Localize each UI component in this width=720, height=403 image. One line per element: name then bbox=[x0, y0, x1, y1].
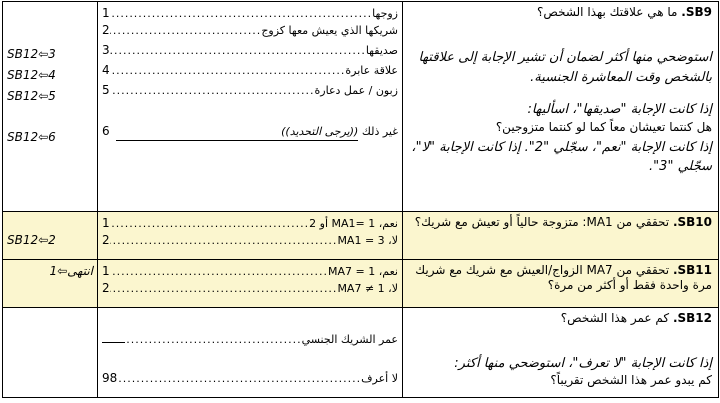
question-sb10: SB10. تحققي من MA1: متزوجة حالياً أو تعيش مع شريك؟ bbox=[403, 212, 719, 260]
skip-1 bbox=[7, 5, 93, 22]
row-sb10 bbox=[3, 212, 719, 260]
answers-sb9 bbox=[98, 2, 403, 212]
answer-option: علاقة عابرة ..... 4 bbox=[102, 62, 398, 79]
answer-option: لا، MA1 = 3 ..... 2 bbox=[102, 232, 398, 249]
skip-1 bbox=[7, 215, 93, 232]
question-sb11: SB11. تحققي من MA7 الزواج/العيش مع شريك مع شريك مرة واحدة فقط أو أكثر من مرة؟ bbox=[403, 260, 719, 308]
row-sb9 bbox=[3, 2, 719, 212]
skip-column bbox=[3, 212, 98, 260]
questionnaire-table bbox=[2, 1, 719, 398]
question-text: SB9. ما هي علاقتك بهذا الشخص؟ bbox=[537, 5, 712, 19]
answer-option-other: غير ذلك ((يرجى التحديد)) 6 bbox=[102, 123, 398, 141]
age-answer: عمر الشريك الجنسي ..... bbox=[102, 331, 398, 348]
answers-sb12 bbox=[98, 308, 403, 398]
skip-3: SB12⇦3 bbox=[7, 47, 56, 61]
question-sb12: SB12. كم عمر هذا الشخص؟ إذا كانت الإجابة "لا تعرف"، استوضحي منها أكثر: كم يبدو عمر هذا الشخص تقريباً؟ bbox=[403, 308, 719, 398]
answers-sb11 bbox=[98, 260, 403, 308]
age-input[interactable] bbox=[102, 332, 125, 343]
sub-question: هل كنتما تعيشان معاً كما لو كنتما متزوجين؟ bbox=[495, 120, 712, 134]
other-specify-field[interactable]: ((يرجى التحديد)) bbox=[116, 123, 359, 141]
question-sb9 bbox=[403, 2, 719, 212]
answer-option: لا، MA7 ≠ 1 ..... 2 bbox=[102, 280, 398, 297]
answer-option: نعم، MA1= 1 أو 2 ..... 1 bbox=[102, 215, 398, 232]
answer-option-dk: لا أعرف ..... 98 bbox=[102, 370, 398, 387]
instruction-2: إذا كانت الإجابة "صديقها"، اسأليها: bbox=[527, 102, 712, 117]
answer-option: صديقها ..... 3 bbox=[102, 42, 398, 59]
instruction-3: إذا كانت الإجابة "نعم"، سجّلي "2". إذا كانت الإجابة "لا"، سجّلي "3". bbox=[411, 140, 712, 174]
instruction-1: استوضحي منها أكثر لضمان أن تشير الإجابة إلى علاقتها بالشخص وقت المعاشرة الجنسية. bbox=[418, 50, 712, 85]
answer-option: زبون / عمل دعارة ..... 5 bbox=[102, 82, 398, 99]
skip-column bbox=[3, 260, 98, 308]
skip-6: SB12⇦6 bbox=[7, 130, 56, 144]
answer-option: نعم، MA7 = 1 ..... 1 bbox=[102, 263, 398, 280]
sub-question: كم يبدو عمر هذا الشخص تقريباً؟ bbox=[550, 373, 712, 387]
row-sb11 bbox=[3, 260, 719, 308]
skip-column bbox=[3, 308, 98, 398]
row-sb12 bbox=[3, 308, 719, 398]
answers-sb10 bbox=[98, 212, 403, 260]
skip-column bbox=[3, 2, 98, 212]
skip-2: SB12⇦2 bbox=[7, 233, 56, 247]
answer-option: شريكها الذي يعيش معها كزوج ..... 2 bbox=[102, 22, 398, 39]
skip-1: 1⇦انتهى bbox=[49, 264, 93, 278]
skip-4: SB12⇦4 bbox=[7, 68, 56, 82]
instruction: إذا كانت الإجابة "لا تعرف"، استوضحي منها أكثر: bbox=[454, 356, 712, 371]
answer-option: زوجها ..... 1 bbox=[102, 5, 398, 22]
skip-2 bbox=[7, 280, 93, 297]
skip-5: SB12⇦5 bbox=[7, 89, 56, 103]
skip-2 bbox=[7, 22, 93, 39]
